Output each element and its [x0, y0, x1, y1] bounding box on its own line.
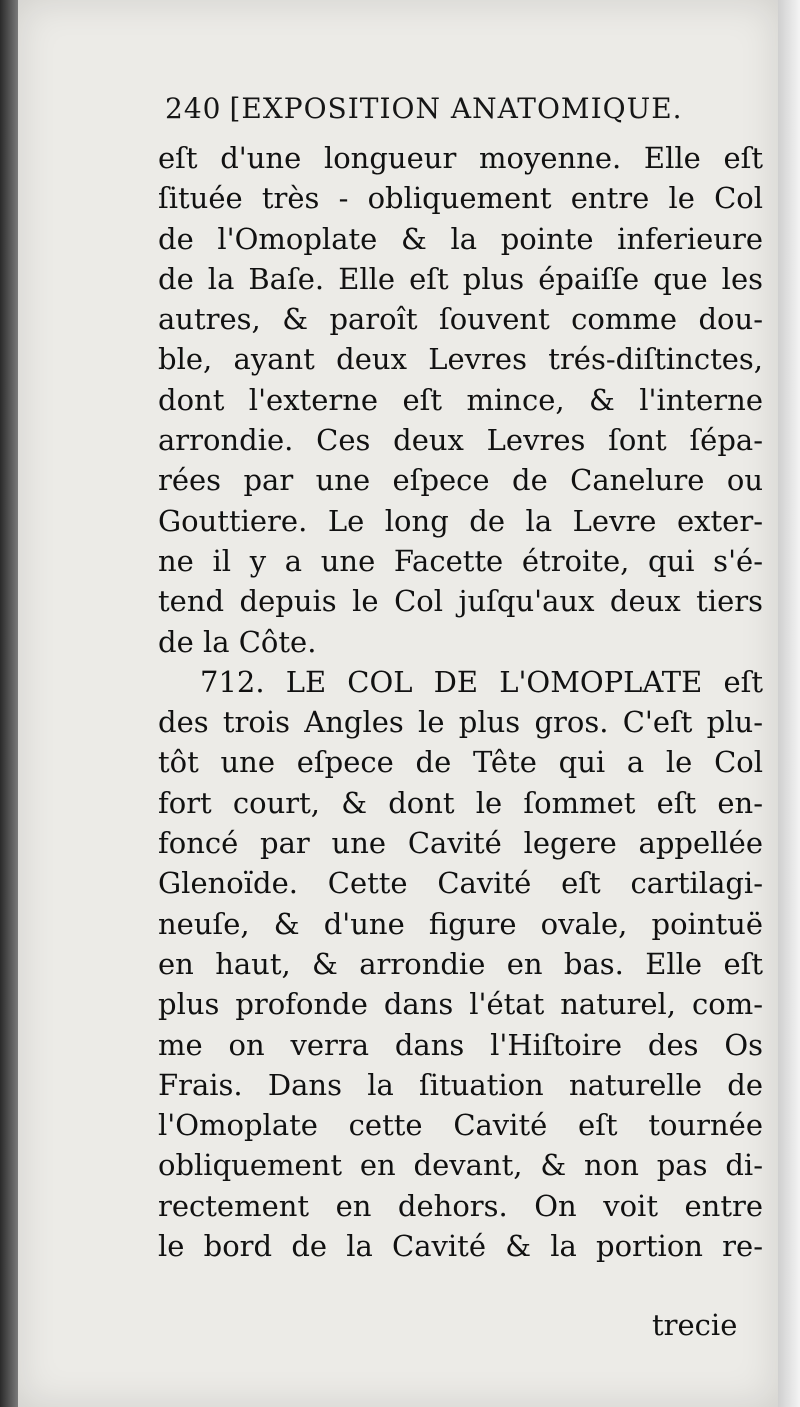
text-line: neuſe, & d'une figure ovale, pointuë: [158, 906, 763, 941]
text-line: de la Côte.: [158, 624, 317, 659]
text-line: rées par une eſpece de Canelure ou: [158, 463, 763, 498]
text-line: l'Omoplate cette Cavité eſt tournée: [158, 1108, 763, 1143]
text-line: en haut, & arrondie en bas. Elle eſt: [158, 946, 763, 981]
running-header: [165, 92, 683, 125]
text-line: arrondie. Ces deux Levres ſont ſépa-: [158, 423, 763, 458]
text-line: de la Baſe. Elle eſt plus épaiſſe que les: [158, 261, 763, 296]
page-edge: [778, 0, 800, 1407]
catchword: trecie: [652, 1308, 738, 1342]
text-line: me on verra dans l'Hiſtoire des Os: [158, 1027, 763, 1062]
running-title: [EXPOSITION ANATOMIQUE.: [229, 92, 683, 125]
text-line: plus profonde dans l'état naturel, com-: [158, 987, 763, 1022]
text-line: Glenoïde. Cette Cavité eſt cartilagi-: [158, 866, 763, 901]
text-line: obliquement en devant, & non pas di-: [158, 1148, 763, 1183]
text-line: tend depuis le Col juſqu'aux deux tiers: [158, 584, 763, 619]
text-line: dont l'externe eſt mince, & l'interne: [158, 382, 763, 417]
text-line: de l'Omoplate & la pointe inferieure: [158, 221, 763, 256]
section-heading-line: 712. LE COL DE L'OMOPLATE eſt: [200, 664, 763, 699]
page-gutter-shadow: [0, 0, 18, 1407]
text-line: tôt une eſpece de Tête qui a le Col: [158, 745, 763, 780]
text-line: rectement en dehors. On voit entre: [158, 1188, 763, 1223]
text-line: ne il y a une Facette étroite, qui s'é-: [158, 543, 763, 578]
text-line: Gouttiere. Le long de la Levre exter-: [158, 503, 763, 538]
text-line: Frais. Dans la ſituation naturelle de: [158, 1067, 763, 1102]
text-line: ſituée très - obliquement entre le Col: [158, 181, 763, 216]
page-number: 240: [165, 92, 222, 125]
text-line: foncé par une Cavité legere appellée: [158, 826, 763, 861]
text-line: autres, & paroît ſouvent comme dou-: [158, 302, 763, 337]
text-line: le bord de la Cavité & la portion re-: [158, 1229, 763, 1264]
text-line: des trois Angles le plus gros. C'eſt plu-: [158, 705, 763, 740]
text-line: fort court, & dont le ſommet eſt en-: [158, 785, 763, 820]
text-line: ble, ayant deux Levres trés-diſtinctes,: [158, 342, 763, 377]
text-line: eſt d'une longueur moyenne. Elle eſt: [158, 141, 763, 175]
body-text: [158, 138, 763, 1266]
